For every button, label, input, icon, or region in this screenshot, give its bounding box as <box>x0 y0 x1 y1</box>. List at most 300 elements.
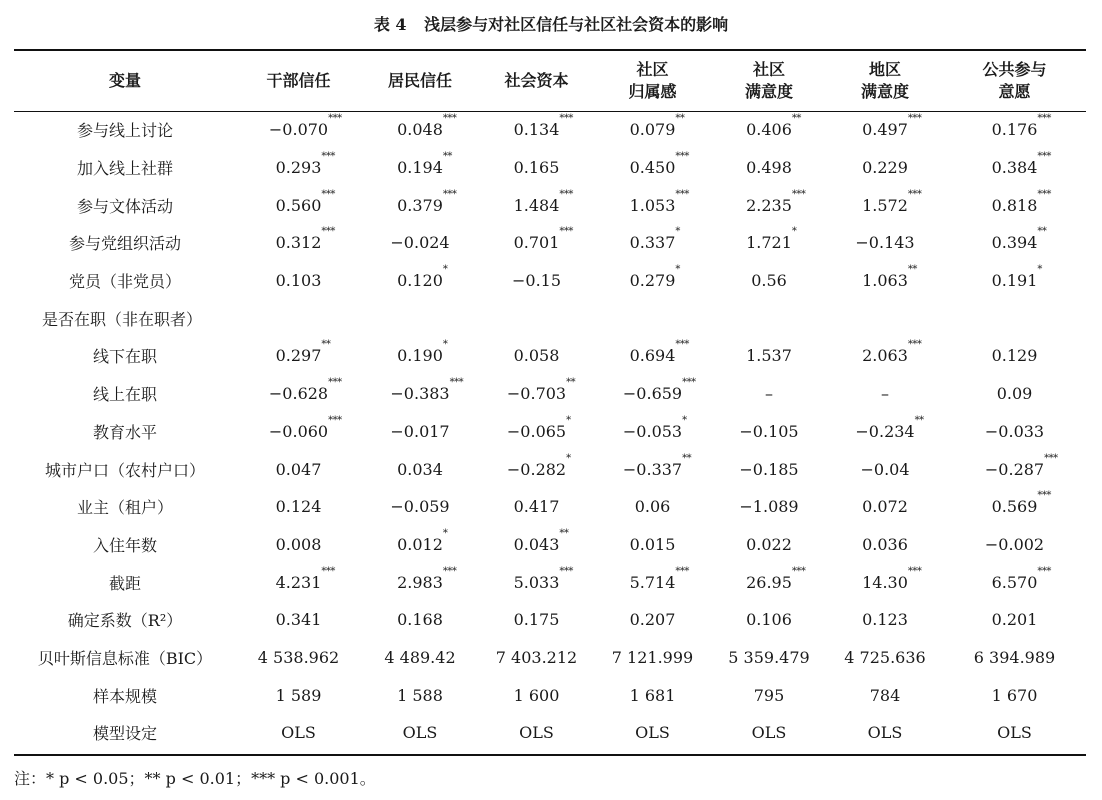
table-cell <box>943 413 1086 451</box>
regression-table <box>14 51 1086 752</box>
cell-value-wrap <box>862 158 908 177</box>
significance-stars: *** <box>442 565 457 577</box>
table-cell <box>594 639 711 677</box>
cell-value-wrap <box>622 377 696 404</box>
cell-value-wrap <box>746 565 806 592</box>
coefficient-value: 5.714 <box>629 572 676 592</box>
coefficient-value: 0.190 <box>397 346 443 366</box>
cell-value-wrap <box>629 113 685 140</box>
table-row <box>14 413 1086 451</box>
column-header-line: 社区 <box>752 60 785 79</box>
table-cell <box>711 488 827 526</box>
table-cell <box>943 676 1086 714</box>
coefficient-value: 0.124 <box>275 497 322 517</box>
table-cell <box>236 111 361 149</box>
table-cell <box>236 149 361 187</box>
cell-value-wrap <box>513 226 573 253</box>
table-cell <box>711 186 827 224</box>
row-label: 线上在职 <box>92 385 157 405</box>
cell-value-wrap <box>397 565 457 592</box>
cell-value-wrap <box>513 527 569 554</box>
column-header-line: 变量 <box>108 71 141 90</box>
table-cell <box>236 224 361 262</box>
coefficient-value: −0.282 <box>506 459 567 479</box>
coefficient-value: −0.287 <box>984 459 1045 479</box>
significance-stars: ** <box>566 377 576 389</box>
coefficient-value: −1.089 <box>739 497 799 517</box>
cell-value-wrap <box>868 723 903 742</box>
significance-stars: * <box>442 527 448 539</box>
coefficient-value: 1 589 <box>275 685 322 705</box>
cell-value-wrap <box>268 377 342 404</box>
significance-stars: *** <box>328 113 342 125</box>
coefficient-value: 0.498 <box>746 158 792 178</box>
table-cell <box>479 299 594 337</box>
column-header-line: 公共参与 <box>982 60 1047 79</box>
table-cell <box>236 639 361 677</box>
cell-value-wrap <box>384 648 455 667</box>
coefficient-value: 784 <box>869 685 901 705</box>
table-cell <box>594 186 711 224</box>
row-label: 党员（非党员） <box>68 272 181 292</box>
table-cell <box>711 526 827 564</box>
cell-value-wrap <box>276 610 322 629</box>
coefficient-value: OLS <box>402 723 438 743</box>
table-cell <box>943 375 1086 413</box>
coefficient-value: 0.022 <box>746 534 792 554</box>
coefficient-value: −0.383 <box>390 384 450 404</box>
cell-value-wrap <box>514 346 560 365</box>
table-cell <box>711 299 827 337</box>
table-cell <box>711 262 827 300</box>
cell-value-wrap <box>751 271 787 290</box>
coefficient-value: 5.033 <box>513 572 560 592</box>
cell-value-wrap <box>991 188 1051 215</box>
table-row <box>14 149 1086 187</box>
table-cell <box>594 224 711 262</box>
coefficient-value: 0.165 <box>513 158 560 178</box>
table-cell <box>594 488 711 526</box>
table-row <box>14 337 1086 375</box>
table-cell <box>236 375 361 413</box>
cell-value-wrap <box>275 188 335 215</box>
table-cell <box>236 563 361 601</box>
table-cell <box>711 375 827 413</box>
table-cell <box>711 149 827 187</box>
table-cell <box>236 488 361 526</box>
significance-stars: * <box>1037 264 1042 276</box>
coefficient-value: 0.008 <box>275 534 322 554</box>
coefficient-value: 0.123 <box>862 610 908 630</box>
table-cell <box>827 601 943 639</box>
coefficient-value: 1.053 <box>629 195 676 215</box>
cell-value-wrap <box>862 565 922 592</box>
column-header <box>361 51 479 111</box>
significance-stars: *** <box>907 339 922 351</box>
table-cell <box>594 413 711 451</box>
table-cell <box>361 714 479 752</box>
table-cell <box>711 450 827 488</box>
cell-value-wrap <box>765 384 773 403</box>
cell-value-wrap <box>275 151 335 178</box>
table-cell <box>711 337 827 375</box>
table-row <box>14 262 1086 300</box>
cell-value-wrap <box>991 113 1051 140</box>
table-cell <box>594 262 711 300</box>
cell-value-wrap <box>991 565 1051 592</box>
row-label: 线下在职 <box>92 347 157 367</box>
table-cell <box>827 488 943 526</box>
cell-value-wrap <box>985 535 1044 554</box>
cell-value-wrap <box>514 158 560 177</box>
table-cell <box>361 262 479 300</box>
cell-value-wrap <box>635 723 670 742</box>
significance-stars: *** <box>791 565 806 577</box>
coefficient-value: 0.012 <box>397 534 443 554</box>
table-cell <box>943 262 1086 300</box>
column-header-line: 居民信任 <box>387 71 452 90</box>
table-cell <box>711 563 827 601</box>
cell-value-wrap <box>258 648 339 667</box>
significance-stars: *** <box>559 113 573 125</box>
row-label: 是否在职（非在职者） <box>42 309 203 329</box>
table-cell <box>361 375 479 413</box>
table-row <box>14 526 1086 564</box>
table-row <box>14 601 1086 639</box>
table-cell <box>361 186 479 224</box>
cell-value-wrap <box>862 535 908 554</box>
table-cell <box>479 450 594 488</box>
cell-value-wrap <box>630 610 676 629</box>
cell-value-wrap <box>506 452 571 479</box>
significance-stars: * <box>675 264 680 276</box>
table-cell <box>236 299 361 337</box>
coefficient-value: −0.105 <box>739 421 799 441</box>
significance-stars: *** <box>907 188 922 200</box>
coefficient-value: 1.537 <box>746 346 792 366</box>
cell-value-wrap <box>629 151 689 178</box>
table-cell <box>479 149 594 187</box>
significance-stars: *** <box>1037 490 1051 502</box>
column-header <box>594 51 711 111</box>
significance-stars: *** <box>328 377 342 389</box>
table-cell <box>236 413 361 451</box>
table-cell <box>594 375 711 413</box>
cell-value-wrap <box>612 648 693 667</box>
table-cell <box>827 186 943 224</box>
coefficient-value: 0.337 <box>629 233 676 253</box>
table-cell <box>479 262 594 300</box>
cell-value-wrap <box>514 497 560 516</box>
coefficient-value: 0.56 <box>751 271 787 291</box>
table-cell <box>361 111 479 149</box>
coefficient-value: 7 403.212 <box>495 647 578 667</box>
coefficient-value: 1.484 <box>513 195 560 215</box>
coefficient-value: −0.143 <box>855 233 915 253</box>
significance-stars: *** <box>321 565 335 577</box>
coefficient-value: −0.065 <box>506 421 567 441</box>
table-cell <box>711 601 827 639</box>
coefficient-value: 6.570 <box>991 572 1038 592</box>
cell-value-wrap <box>519 723 554 742</box>
cell-value-wrap <box>397 610 443 629</box>
table-row <box>14 299 1086 337</box>
row-label: 参与党组织活动 <box>68 234 181 254</box>
coefficient-value: 0.297 <box>275 346 322 366</box>
coefficient-value: −0.017 <box>390 421 450 441</box>
significance-stars: *** <box>442 188 457 200</box>
cell-value-wrap <box>629 264 680 291</box>
coefficient-value: 0.079 <box>629 120 676 140</box>
table-cell <box>361 337 479 375</box>
cell-value-wrap <box>630 535 676 554</box>
cell-value-wrap <box>746 610 792 629</box>
coefficient-value: 0.103 <box>275 271 322 291</box>
cell-value-wrap <box>390 233 449 252</box>
coefficient-value: 0.034 <box>397 459 443 479</box>
cell-value-wrap <box>754 686 785 705</box>
column-header-line: 归属感 <box>628 82 677 101</box>
coefficient-value: 0.497 <box>862 120 908 140</box>
table-cell <box>594 714 711 752</box>
table-cell <box>594 526 711 564</box>
coefficient-value: 0.048 <box>397 120 443 140</box>
table-cell <box>479 714 594 752</box>
coefficient-value: 0.569 <box>991 497 1038 517</box>
table-row <box>14 639 1086 677</box>
cell-value-wrap <box>746 188 806 215</box>
significance-stars: *** <box>1037 188 1051 200</box>
significance-stars: * <box>566 452 571 464</box>
table-caption <box>0 12 1102 35</box>
cell-value-wrap <box>275 565 335 592</box>
coefficient-value: −0.628 <box>268 384 329 404</box>
cell-value-wrap <box>390 377 464 404</box>
row-label: 参与文体活动 <box>76 196 173 216</box>
cell-value-wrap <box>275 226 335 253</box>
coefficient-value: 0.417 <box>513 497 560 517</box>
coefficient-value: OLS <box>751 723 787 743</box>
row-label: 业主（租户） <box>76 498 173 518</box>
table-cell <box>943 639 1086 677</box>
cell-value-wrap <box>513 113 573 140</box>
table-cell <box>479 186 594 224</box>
table-cell <box>236 186 361 224</box>
significance-stars: ** <box>914 414 924 426</box>
table-body <box>14 111 1086 752</box>
coefficient-value: 4 489.42 <box>384 647 456 667</box>
cell-value-wrap <box>862 188 922 215</box>
coefficient-value: 4 725.636 <box>844 647 926 667</box>
cell-value-wrap <box>276 535 322 554</box>
coefficient-value: −0.703 <box>506 384 567 404</box>
column-header-line: 社会资本 <box>504 71 569 90</box>
coefficient-value: 5 359.479 <box>728 647 810 667</box>
coefficient-value: 7 121.999 <box>611 647 694 667</box>
table-cell <box>711 714 827 752</box>
table-cell <box>711 639 827 677</box>
significance-stars: *** <box>449 377 464 389</box>
table-cell <box>236 714 361 752</box>
coefficient-value: OLS <box>281 723 316 743</box>
cell-value-wrap <box>746 535 792 554</box>
column-header <box>479 51 594 111</box>
table-cell <box>479 111 594 149</box>
column-header-line: 干部信任 <box>266 71 331 90</box>
table-cell <box>827 563 943 601</box>
table-title: 浅层参与对社区信任与社区社会资本的影响 <box>424 15 729 34</box>
significance-stars: *** <box>791 188 806 200</box>
table-cell <box>361 413 479 451</box>
significance-stars: * <box>442 264 448 276</box>
row-label: 确定系数（R²） <box>67 611 183 631</box>
significance-stars: *** <box>1037 565 1051 577</box>
cell-value-wrap <box>862 113 922 140</box>
coefficient-value: 0.279 <box>629 271 676 291</box>
row-label: 截距 <box>108 573 141 593</box>
coefficient-value: OLS <box>635 723 670 743</box>
cell-value-wrap <box>390 497 449 516</box>
coefficient-value: −0.070 <box>268 120 329 140</box>
table-cell <box>711 676 827 714</box>
coefficient-value: 0.036 <box>862 534 908 554</box>
cell-value-wrap <box>997 723 1032 742</box>
significance-stars: *** <box>1037 151 1051 163</box>
significance-stars: ** <box>559 527 569 539</box>
coefficient-value: 0.312 <box>275 233 322 253</box>
significance-stars: *** <box>328 414 342 426</box>
coefficient-value: −0.185 <box>739 459 799 479</box>
table-cell <box>827 450 943 488</box>
cell-value-wrap <box>991 151 1051 178</box>
coefficient-value: 0.694 <box>629 346 676 366</box>
table-cell <box>943 526 1086 564</box>
table-cell <box>943 450 1086 488</box>
column-header-line: 满意度 <box>860 82 909 101</box>
cell-value-wrap <box>752 723 787 742</box>
coefficient-value: −0.234 <box>855 421 915 441</box>
table-cell <box>236 676 361 714</box>
significance-stars: *** <box>1037 113 1051 125</box>
coefficient-value: 795 <box>753 685 785 705</box>
row-label: 城市户口（农村户口） <box>44 460 205 480</box>
table-cell <box>361 526 479 564</box>
cell-value-wrap <box>275 339 331 366</box>
cell-value-wrap <box>862 264 917 291</box>
cell-value-wrap <box>629 339 689 366</box>
cell-value-wrap <box>992 610 1038 629</box>
table-cell <box>827 149 943 187</box>
column-header <box>943 51 1086 111</box>
table-cell <box>479 526 594 564</box>
column-header-line: 满意度 <box>744 82 793 101</box>
table-row <box>14 224 1086 262</box>
coefficient-value: 0.701 <box>513 233 560 253</box>
table-row <box>14 111 1086 149</box>
significance-stars: *** <box>907 113 922 125</box>
row-label: 入住年数 <box>92 535 157 555</box>
cell-value-wrap <box>862 497 908 516</box>
coefficient-value: −0.337 <box>622 459 683 479</box>
cell-value-wrap <box>397 460 443 479</box>
significance-stars: * <box>791 226 797 238</box>
table-cell <box>827 224 943 262</box>
coefficient-value: −0.060 <box>268 421 329 441</box>
table-cell <box>943 563 1086 601</box>
coefficient-value: 0.379 <box>397 195 443 215</box>
cell-value-wrap <box>992 346 1038 365</box>
cell-value-wrap <box>496 648 577 667</box>
table-cell <box>361 149 479 187</box>
cell-value-wrap <box>276 460 322 479</box>
cell-value-wrap <box>862 339 922 366</box>
cell-value-wrap <box>630 686 676 705</box>
table-cell <box>361 676 479 714</box>
coefficient-value: 4.231 <box>275 572 322 592</box>
coefficient-value: 26.95 <box>746 572 792 592</box>
table-cell <box>361 224 479 262</box>
column-header <box>827 51 943 111</box>
cell-value-wrap <box>514 610 560 629</box>
coefficient-value: 0.191 <box>991 271 1038 291</box>
cell-value-wrap <box>513 565 573 592</box>
coefficient-value: 0.229 <box>862 158 908 178</box>
coefficient-value: 0.176 <box>991 120 1038 140</box>
table-cell <box>479 375 594 413</box>
coefficient-value: 0.072 <box>862 497 908 517</box>
table-cell <box>943 149 1086 187</box>
table-cell <box>827 111 943 149</box>
coefficient-value: 0.168 <box>397 610 443 630</box>
coefficient-value: 0.293 <box>275 158 322 178</box>
cell-value-wrap <box>281 723 316 742</box>
coefficient-value: – <box>765 384 773 404</box>
coefficient-value: OLS <box>997 723 1032 743</box>
table-cell <box>236 601 361 639</box>
table-cell <box>361 488 479 526</box>
coefficient-value: −0.002 <box>984 534 1045 554</box>
table-cell <box>236 526 361 564</box>
table-cell <box>827 375 943 413</box>
table-cell <box>943 299 1086 337</box>
table-cell <box>711 111 827 149</box>
table-cell <box>827 337 943 375</box>
coefficient-value: 0.175 <box>513 610 560 630</box>
significance-stars: *** <box>321 226 335 238</box>
significance-stars: *** <box>559 188 573 200</box>
table-cell <box>827 413 943 451</box>
row-label: 加入线上社群 <box>76 159 173 179</box>
cell-value-wrap <box>860 460 909 479</box>
table-cell <box>943 488 1086 526</box>
coefficient-value: −0.059 <box>390 497 450 517</box>
significance-stars: ** <box>682 452 692 464</box>
table-row <box>14 563 1086 601</box>
cell-value-wrap <box>397 264 448 291</box>
table-cell <box>479 601 594 639</box>
significance-stars: *** <box>321 151 335 163</box>
coefficient-value: 1 681 <box>629 685 676 705</box>
row-label: 参与线上讨论 <box>76 121 173 141</box>
cell-value-wrap <box>746 226 797 253</box>
table-cell <box>361 563 479 601</box>
coefficient-value: 0.058 <box>513 346 560 366</box>
cell-value-wrap <box>635 497 671 516</box>
coefficient-value: 1 600 <box>513 685 560 705</box>
cell-value-wrap <box>506 377 576 404</box>
cell-value-wrap <box>991 264 1042 291</box>
coefficient-value: 0.194 <box>397 158 443 178</box>
